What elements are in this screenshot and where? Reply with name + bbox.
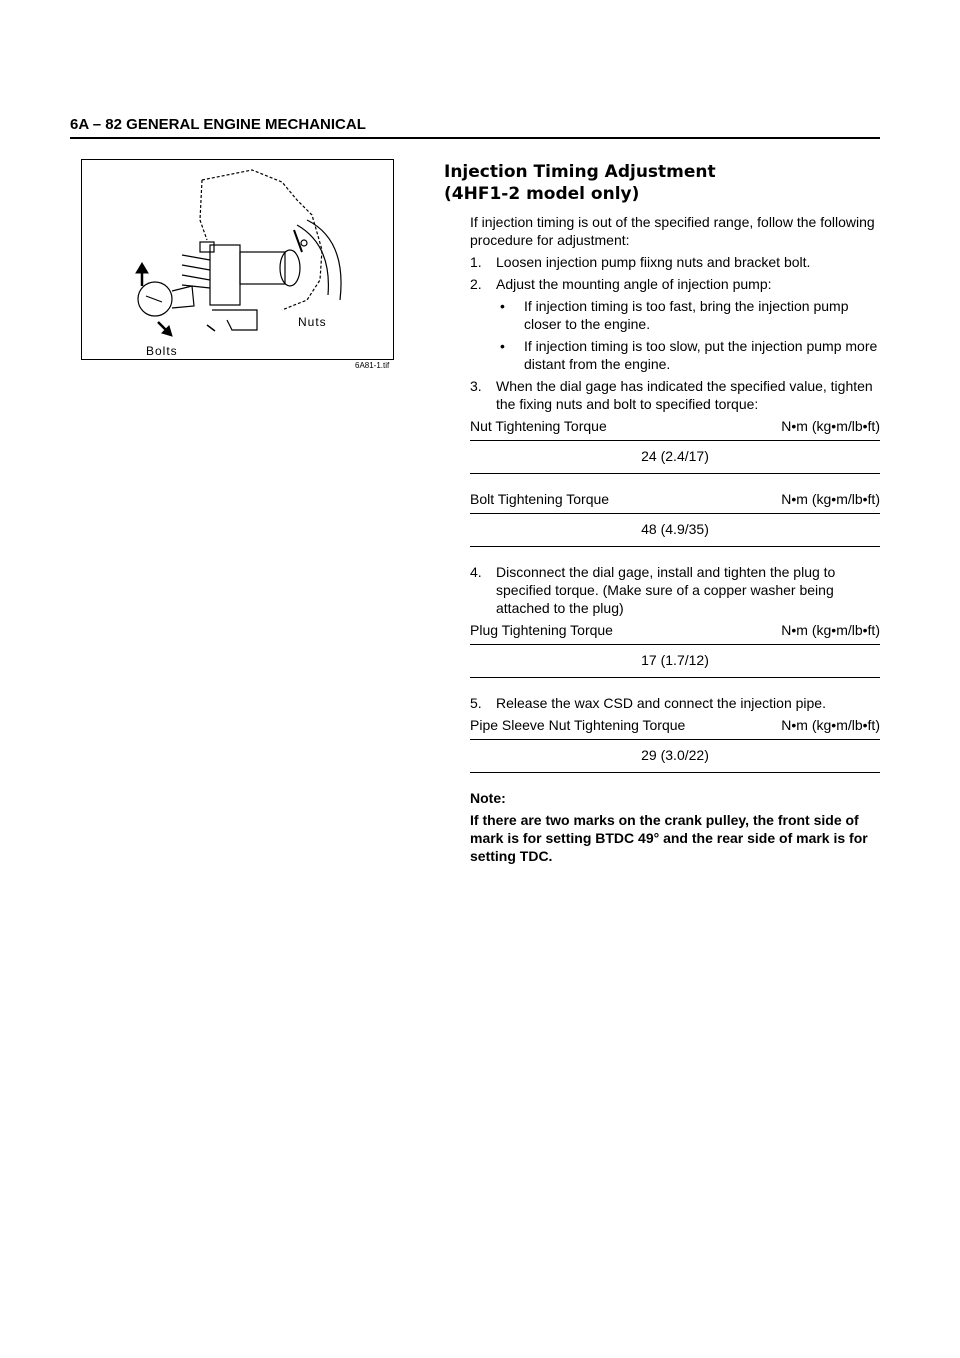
bullet-icon: • bbox=[500, 298, 505, 314]
figure-caption: 6A81-1.tif bbox=[355, 361, 390, 370]
injection-pump-illustration bbox=[81, 159, 394, 360]
spec-unit: N•m (kg•m/lb•ft) bbox=[781, 491, 880, 507]
spec-header bbox=[470, 621, 880, 645]
bullet-icon: • bbox=[500, 338, 505, 354]
spec-header bbox=[470, 716, 880, 740]
spec-unit: N•m (kg•m/lb•ft) bbox=[781, 622, 880, 638]
procedure-body bbox=[470, 213, 880, 865]
section-title bbox=[444, 161, 880, 205]
step-1 bbox=[470, 253, 880, 271]
note-text: If there are two marks on the crank pulley, the front side of mark is for setting BTDC 49° and the rear side of mark is for setting TDC. bbox=[470, 812, 868, 864]
nut-torque-spec bbox=[470, 417, 880, 474]
step-text: Adjust the mounting angle of injection pump: bbox=[496, 276, 772, 292]
section-title-line2: (4HF1-2 model only) bbox=[444, 184, 640, 204]
page-header: 6A – 82 GENERAL ENGINE MECHANICAL bbox=[70, 116, 880, 139]
spec-value: 24 (2.4/17) bbox=[470, 441, 880, 474]
intro-paragraph: If injection timing is out of the specified range, follow the following procedure for adjustment: bbox=[470, 214, 875, 248]
spec-unit: N•m (kg•m/lb•ft) bbox=[781, 418, 880, 434]
plug-torque-spec bbox=[470, 621, 880, 678]
note-label: Note: bbox=[470, 790, 506, 806]
bullet-text: If injection timing is too fast, bring the injection pump closer to the engine. bbox=[524, 298, 849, 332]
nuts-label: Nuts bbox=[298, 315, 327, 329]
spec-label: Bolt Tightening Torque bbox=[470, 491, 610, 507]
main-content bbox=[444, 161, 880, 865]
step-2-bullet-2 bbox=[470, 337, 880, 373]
step-2 bbox=[470, 275, 880, 293]
step-number: 3. bbox=[470, 378, 482, 394]
bullet-text: If injection timing is too slow, put the injection pump more distant from the engine. bbox=[524, 338, 878, 372]
step-number: 1. bbox=[470, 254, 482, 270]
step-text: Release the wax CSD and connect the injection pipe. bbox=[496, 695, 826, 711]
pipe-torque-spec bbox=[470, 716, 880, 773]
spec-label: Plug Tightening Torque bbox=[470, 622, 613, 638]
injection-pump-drawing bbox=[82, 160, 393, 359]
step-number: 2. bbox=[470, 276, 482, 292]
spec-header bbox=[470, 417, 880, 441]
spec-value: 17 (1.7/12) bbox=[470, 645, 880, 678]
step-3 bbox=[470, 377, 880, 413]
spec-label: Pipe Sleeve Nut Tightening Torque bbox=[470, 717, 686, 733]
step-text: Disconnect the dial gage, install and tighten the plug to specified torque. (Make sure of a copper washer being attached to the plug) bbox=[496, 564, 836, 616]
spec-value: 48 (4.9/35) bbox=[470, 514, 880, 547]
step-2-bullet-1 bbox=[470, 297, 880, 333]
step-5 bbox=[470, 694, 880, 712]
spec-unit: N•m (kg•m/lb•ft) bbox=[781, 717, 880, 733]
bolt-torque-spec bbox=[470, 490, 880, 547]
step-text: Loosen injection pump fiixng nuts and bracket bolt. bbox=[496, 254, 811, 270]
step-4 bbox=[470, 563, 880, 617]
spec-value: 29 (3.0/22) bbox=[470, 740, 880, 773]
spec-label: Nut Tightening Torque bbox=[470, 418, 607, 434]
step-number: 5. bbox=[470, 695, 482, 711]
spec-header bbox=[470, 490, 880, 514]
section-title-line1: Injection Timing Adjustment bbox=[444, 162, 716, 182]
step-number: 4. bbox=[470, 564, 482, 580]
bolts-label: Bolts bbox=[146, 344, 178, 358]
step-text: When the dial gage has indicated the specified value, tighten the fixing nuts and bolt to specified torque: bbox=[496, 378, 873, 412]
